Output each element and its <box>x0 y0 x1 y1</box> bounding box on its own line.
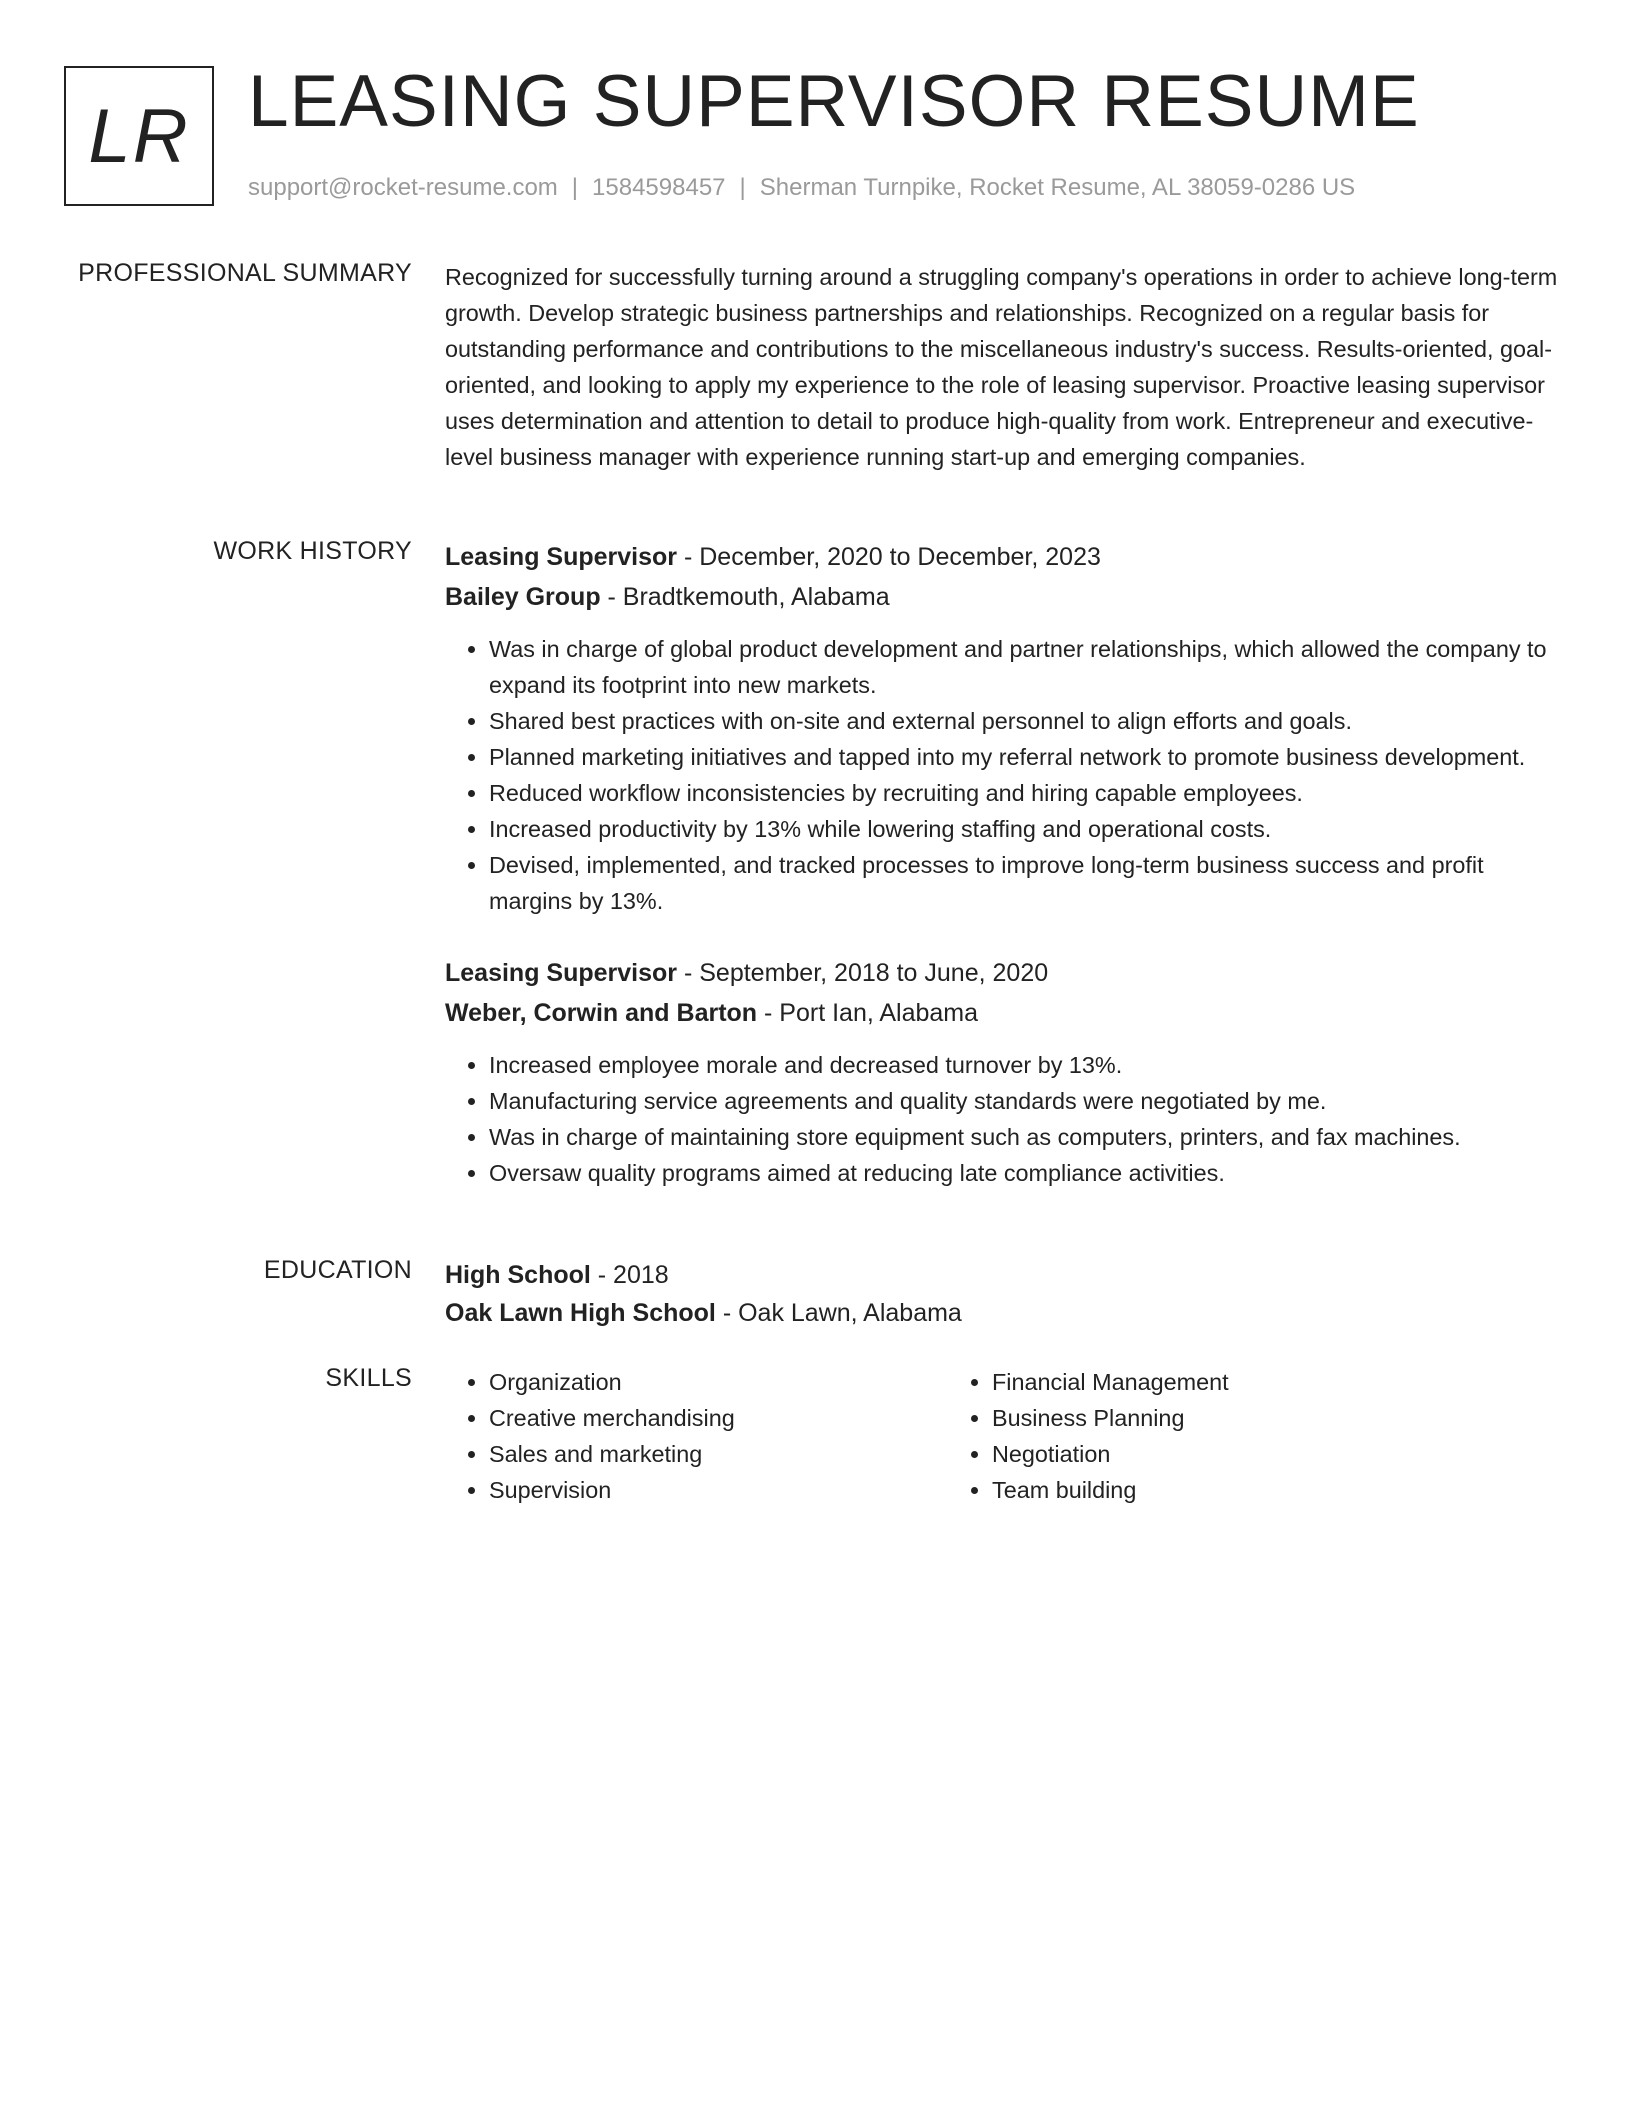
job-company-line <box>445 577 1565 617</box>
job-dates: - September, 2018 to June, 2020 <box>677 959 1049 987</box>
skill-item: • Creative merchandising <box>489 1400 948 1436</box>
education-body <box>445 1256 1565 1332</box>
job-bullet: • Planned marketing initiatives and tapped into my referral network to promote business development. <box>489 739 1565 775</box>
skill-item: • Business Planning <box>992 1400 1451 1436</box>
education-school-line <box>445 1294 1565 1332</box>
job-bullet: • Reduced workflow inconsistencies by recruiting and hiring capable employees. <box>489 775 1565 811</box>
skill-item: • Supervision <box>489 1472 948 1508</box>
summary-text: Recognized for successfully turning around a struggling company's operations in order to achieve long-term growth. Develop strategic business partnerships and relationships. Recognized on a regular basis for outstanding performance and contributions to the miscellaneous industry's success. Results-oriented, goal-oriented, and looking to apply my experience to the role of leasing supervisor. Proactive leasing supervisor uses determination and attention to detail to produce high-quality from work. Entrepreneur and executive-level business manager with experience running start-up and emerging companies. <box>445 264 1558 470</box>
section-label-skills: SKILLS <box>325 1364 412 1392</box>
job-entry <box>445 953 1565 1191</box>
job-bullet: • Increased productivity by 13% while lowering staffing and operational costs. <box>489 811 1565 847</box>
job-location: - Port Ian, Alabama <box>757 999 979 1027</box>
job-title-line <box>445 537 1565 577</box>
job-entry <box>445 537 1565 919</box>
skill-item: • Negotiation <box>992 1436 1451 1472</box>
job-bullet: • Devised, implemented, and tracked processes to improve long-term business success and profit margins by 13%. <box>489 847 1565 919</box>
skill-item: • Team building <box>992 1472 1451 1508</box>
resume-title: LEASING SUPERVISOR RESUME <box>248 61 1420 142</box>
resume-header <box>64 61 1564 211</box>
contact-phone: 1584598457 <box>592 174 726 201</box>
section-label-work-history: WORK HISTORY <box>213 537 412 565</box>
job-dates: - December, 2020 to December, 2023 <box>677 543 1101 571</box>
contact-address: Sherman Turnpike, Rocket Resume, AL 38059-0286 US <box>759 174 1356 201</box>
skills-column-right <box>948 1364 1451 1508</box>
education-degree-line <box>445 1256 1565 1294</box>
contact-line <box>248 174 1355 202</box>
skill-item: • Sales and marketing <box>489 1436 948 1472</box>
contact-separator: | <box>739 174 746 201</box>
skill-item: • Organization <box>489 1364 948 1400</box>
skills-column-left <box>445 1364 948 1508</box>
job-title: Leasing Supervisor <box>445 543 678 571</box>
education-location: - Oak Lawn, Alabama <box>715 1299 962 1327</box>
job-bullet: • Shared best practices with on-site and external personnel to align efforts and goals. <box>489 703 1565 739</box>
education-year: - 2018 <box>590 1261 669 1289</box>
section-label-summary: PROFESSIONAL SUMMARY <box>78 259 412 287</box>
job-bullet: • Increased employee morale and decreased turnover by 13%. <box>489 1047 1565 1083</box>
job-company: Bailey Group <box>445 583 601 611</box>
section-label-education: EDUCATION <box>263 1256 412 1284</box>
summary-body <box>445 259 1565 475</box>
skills-body <box>445 1364 1565 1508</box>
skill-item: • Financial Management <box>992 1364 1451 1400</box>
education-school: Oak Lawn High School <box>445 1299 716 1327</box>
education-degree: High School <box>445 1261 591 1289</box>
job-company: Weber, Corwin and Barton <box>445 999 758 1027</box>
job-title-line <box>445 953 1565 993</box>
job-bullet: • Oversaw quality programs aimed at reducing late compliance activities. <box>489 1155 1565 1191</box>
contact-separator: | <box>571 174 579 201</box>
work-history-body <box>445 537 1565 1191</box>
contact-email: support@rocket-resume.com <box>248 174 558 201</box>
monogram-logo: LR <box>64 66 214 206</box>
job-bullet-list <box>445 1047 1565 1191</box>
skills-grid <box>445 1364 1565 1508</box>
job-bullet: • Manufacturing service agreements and quality standards were negotiated by me. <box>489 1083 1565 1119</box>
job-company-line <box>445 993 1565 1033</box>
job-bullet: • Was in charge of maintaining store equipment such as computers, printers, and fax machines. <box>489 1119 1565 1155</box>
job-location: - Bradtkemouth, Alabama <box>600 583 890 611</box>
job-bullet-list <box>445 631 1565 919</box>
job-title: Leasing Supervisor <box>445 959 678 987</box>
job-bullet: • Was in charge of global product development and partner relationships, which allowed the company to expand its footprint into new markets. <box>489 631 1565 703</box>
